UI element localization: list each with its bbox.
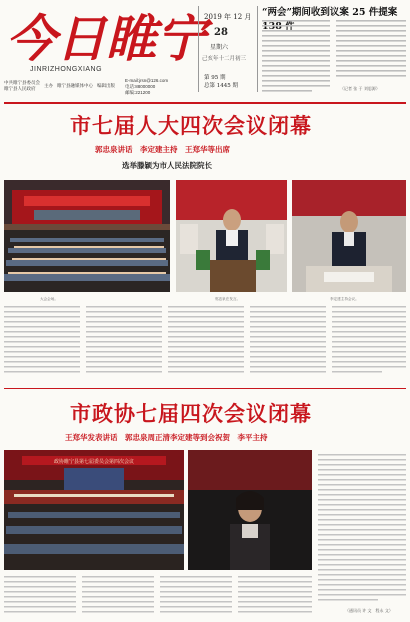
masthead-pinyin: JINRIZHONGXIANG [30, 66, 103, 73]
story1-photo-speaker [176, 180, 287, 292]
contact-line: 电话:88000000 [125, 84, 156, 89]
story2-byline: （通讯员 许 文 程永 文） [345, 608, 393, 613]
publisher-line: 睢宁县人民政府 [4, 86, 36, 91]
top-right-headline: “两会”期间收到议案 25 件提案 [262, 7, 398, 18]
masthead-publisher [4, 80, 115, 92]
story2-subhead: 王郑华发表讲话 郭忠泉周正清李定建等到会祝贺 李平主持 [65, 433, 268, 442]
date-day: 28 [214, 27, 228, 38]
issue-total: 总第 1445 期 [204, 83, 238, 89]
top-right-body [262, 18, 406, 100]
publisher-line: 编辑出版 [97, 83, 115, 88]
story2-photo-hall [4, 450, 184, 570]
masthead-contact [125, 78, 205, 96]
story1-subhead: 郭忠泉讲话 李定建主持 王郑华等出席 [95, 145, 230, 154]
top-right-byline: （记者 张 于 刘思源） [340, 86, 380, 91]
story2-sidebar-body [318, 452, 406, 618]
story2-headline: 市政协七届四次会议闭幕 [70, 402, 312, 426]
body-text-placeholder [4, 304, 406, 380]
story1-headline: 市七届人大四次会议闭幕 [70, 114, 312, 138]
story1-caption-1: 大会会场。 [40, 297, 58, 301]
publisher-line: 睢宁县融媒体中心 [57, 83, 93, 88]
masthead-logo [4, 4, 206, 74]
story1-photo-hall [4, 180, 170, 292]
hall-banner-text: 政协睢宁县第七届委员会第四次会议 [53, 459, 135, 465]
date-weekday: 星期六 [210, 44, 229, 51]
story1-caption-3: 李定建主持会议。 [330, 297, 359, 301]
masthead-divider [4, 102, 406, 104]
body-text-placeholder [318, 452, 406, 618]
story1-subhead2: 选举滕颖为市人民法院院长 [122, 161, 212, 170]
date-lunar: 己亥年十二月初三 [202, 56, 247, 62]
logo-text: 今日睢宁 [6, 9, 206, 68]
contact-line: 邮编:221200 [125, 90, 151, 95]
body-text-placeholder [4, 574, 312, 618]
story1-caption-2: 郭忠泉在发言。 [215, 297, 241, 301]
body-text-placeholder [262, 18, 406, 100]
contact-line: E-mail:jrsn@126.com [125, 78, 169, 83]
story-divider [4, 388, 406, 389]
story2-photo-speaker [188, 450, 312, 570]
story2-body [4, 574, 312, 618]
story1-body [4, 304, 406, 380]
date-line: 2019 年 12 月 [204, 13, 252, 21]
publisher-line: 中共睢宁县委员会 [4, 80, 40, 85]
story1-photo-chair [292, 180, 406, 292]
issue-number: 第 95 期 [204, 75, 226, 81]
publisher-line: 主办 [44, 83, 53, 88]
